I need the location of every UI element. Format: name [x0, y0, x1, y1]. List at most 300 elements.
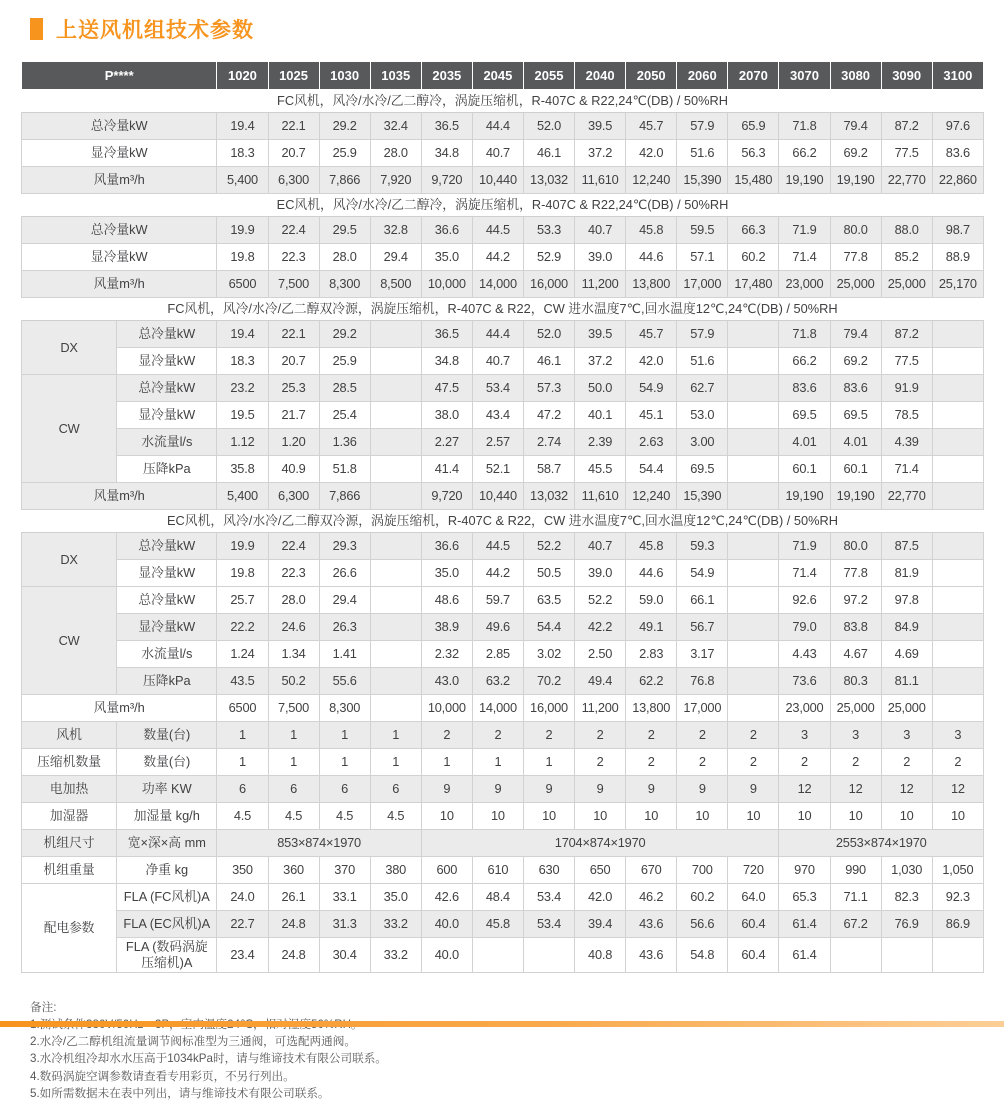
value-cell: 80.3	[830, 668, 881, 695]
value-cell: 22,770	[881, 167, 932, 194]
value-cell: 25.3	[268, 375, 319, 402]
spec-row	[22, 321, 984, 348]
value-cell: 66.1	[677, 587, 728, 614]
value-cell: 1	[217, 749, 268, 776]
value-cell	[370, 587, 421, 614]
value-cell: 35.0	[421, 560, 472, 587]
value-cell: 40.8	[575, 938, 626, 973]
value-cell: 56.3	[728, 140, 779, 167]
value-cell: 66.2	[779, 140, 830, 167]
value-cell: 1.24	[217, 641, 268, 668]
value-cell: 7,866	[319, 167, 370, 194]
value-cell: 4.39	[881, 429, 932, 456]
value-cell: 8,300	[319, 271, 370, 298]
notes	[30, 999, 1004, 1102]
value-cell: 4.01	[830, 429, 881, 456]
value-cell	[932, 429, 983, 456]
spec-row	[22, 429, 984, 456]
corner-header: P****	[22, 62, 217, 90]
value-cell: 70.2	[523, 668, 574, 695]
value-cell: 19.8	[217, 244, 268, 271]
value-cell: 3	[881, 722, 932, 749]
value-cell: 45.8	[626, 533, 677, 560]
value-cell: 31.3	[319, 911, 370, 938]
note-line: 3.水冷机组冷却水水压高于1034kPa时，请与维谛技术有限公司联系。	[30, 1052, 387, 1066]
row-label: 显冷量kW	[117, 560, 217, 587]
value-cell: 8,500	[370, 271, 421, 298]
value-cell: 50.2	[268, 668, 319, 695]
value-cell: 43.0	[421, 668, 472, 695]
value-cell: 44.2	[472, 244, 523, 271]
value-cell	[370, 456, 421, 483]
row-category-label: 机组尺寸	[22, 830, 117, 857]
value-cell: 4.69	[881, 641, 932, 668]
value-cell: 66.3	[728, 217, 779, 244]
value-cell: 59.7	[472, 587, 523, 614]
value-cell: 10	[523, 803, 574, 830]
value-cell: 2	[575, 749, 626, 776]
model-column-header: 1030	[319, 62, 370, 90]
value-cell: 2.32	[421, 641, 472, 668]
value-cell: 52.0	[523, 321, 574, 348]
value-cell: 51.6	[677, 140, 728, 167]
value-cell: 80.0	[830, 533, 881, 560]
value-cell: 2	[421, 722, 472, 749]
value-cell: 79.4	[830, 113, 881, 140]
value-cell: 6500	[217, 695, 268, 722]
value-cell: 19.9	[217, 217, 268, 244]
value-cell	[370, 348, 421, 375]
value-cell: 10	[575, 803, 626, 830]
row-label: 压降kPa	[117, 668, 217, 695]
value-cell: 2.74	[523, 429, 574, 456]
value-cell: 19.5	[217, 402, 268, 429]
value-cell: 43.6	[626, 911, 677, 938]
value-cell: 2	[779, 749, 830, 776]
value-cell: 3	[779, 722, 830, 749]
spec-row	[22, 375, 984, 402]
spec-row	[22, 641, 984, 668]
value-cell: 2	[626, 749, 677, 776]
value-cell: 40.7	[472, 140, 523, 167]
group-label: DX	[22, 321, 117, 375]
value-cell: 350	[217, 857, 268, 884]
value-cell: 11,610	[575, 483, 626, 510]
value-cell: 42.0	[575, 884, 626, 911]
value-cell: 670	[626, 857, 677, 884]
value-cell: 23.4	[217, 938, 268, 973]
row-category-label: 压缩机数量	[22, 749, 117, 776]
condition-text: EC风机，风冷/水冷/乙二醇冷，涡旋压缩机，R-407C & R22,24℃(DB) / 50%RH	[22, 194, 984, 217]
value-cell: 53.4	[523, 911, 574, 938]
value-cell: 71.4	[779, 560, 830, 587]
value-cell: 360	[268, 857, 319, 884]
value-cell: 43.4	[472, 402, 523, 429]
value-cell: 92.3	[932, 884, 983, 911]
value-cell: 720	[728, 857, 779, 884]
value-cell: 990	[830, 857, 881, 884]
value-cell: 87.2	[881, 321, 932, 348]
value-cell: 57.9	[677, 113, 728, 140]
value-cell: 21.7	[268, 402, 319, 429]
value-cell: 52.9	[523, 244, 574, 271]
value-cell: 88.9	[932, 244, 983, 271]
value-cell: 77.5	[881, 348, 932, 375]
value-cell: 1	[523, 749, 574, 776]
dimension-cell: 2553×874×1970	[779, 830, 984, 857]
row-label: 风量m³/h	[22, 167, 217, 194]
value-cell: 10	[677, 803, 728, 830]
value-cell	[370, 668, 421, 695]
value-cell	[728, 456, 779, 483]
value-cell: 2	[728, 749, 779, 776]
model-column-header: 2050	[626, 62, 677, 90]
value-cell: 2	[728, 722, 779, 749]
value-cell: 2.85	[472, 641, 523, 668]
value-cell: 22,770	[881, 483, 932, 510]
dimension-cell: 853×874×1970	[217, 830, 421, 857]
value-cell: 49.4	[575, 668, 626, 695]
value-cell: 23,000	[779, 271, 830, 298]
spec-row	[22, 587, 984, 614]
row-label: 总冷量kW	[117, 321, 217, 348]
value-cell: 14,000	[472, 271, 523, 298]
value-cell: 60.1	[830, 456, 881, 483]
row-label: FLA (EC风机)A	[117, 911, 217, 938]
value-cell: 69.2	[830, 348, 881, 375]
value-cell: 20.7	[268, 348, 319, 375]
value-cell: 38.9	[421, 614, 472, 641]
spec-row	[22, 271, 984, 298]
value-cell: 9,720	[421, 483, 472, 510]
value-cell: 69.5	[830, 402, 881, 429]
value-cell: 22.7	[217, 911, 268, 938]
value-cell: 51.6	[677, 348, 728, 375]
value-cell	[932, 375, 983, 402]
value-cell: 47.5	[421, 375, 472, 402]
dimension-cell: 1704×874×1970	[421, 830, 779, 857]
row-label: 显冷量kW	[22, 244, 217, 271]
value-cell: 1.12	[217, 429, 268, 456]
value-cell	[830, 938, 881, 973]
value-cell: 1.20	[268, 429, 319, 456]
value-cell: 53.4	[472, 375, 523, 402]
value-cell: 71.4	[779, 244, 830, 271]
value-cell: 53.0	[677, 402, 728, 429]
value-cell: 12	[881, 776, 932, 803]
value-cell: 65.9	[728, 113, 779, 140]
value-cell: 19.9	[217, 533, 268, 560]
value-cell	[728, 348, 779, 375]
value-cell: 10,440	[472, 167, 523, 194]
value-cell: 1,050	[932, 857, 983, 884]
spec-row	[22, 456, 984, 483]
value-cell: 87.2	[881, 113, 932, 140]
value-cell: 61.4	[779, 938, 830, 973]
value-cell: 57.3	[523, 375, 574, 402]
spec-row	[22, 244, 984, 271]
value-cell	[932, 938, 983, 973]
value-cell: 4.43	[779, 641, 830, 668]
value-cell	[728, 614, 779, 641]
value-cell: 9	[677, 776, 728, 803]
value-cell: 54.9	[677, 560, 728, 587]
value-cell	[728, 375, 779, 402]
value-cell	[370, 641, 421, 668]
value-cell: 88.0	[881, 217, 932, 244]
value-cell	[728, 402, 779, 429]
group-label: DX	[22, 533, 117, 587]
value-cell: 42.0	[626, 140, 677, 167]
value-cell: 41.4	[421, 456, 472, 483]
value-cell: 83.8	[830, 614, 881, 641]
value-cell: 2	[472, 722, 523, 749]
value-cell: 19,190	[830, 483, 881, 510]
value-cell: 33.1	[319, 884, 370, 911]
value-cell: 50.5	[523, 560, 574, 587]
row-label: 显冷量kW	[117, 402, 217, 429]
value-cell: 56.6	[677, 911, 728, 938]
value-cell: 370	[319, 857, 370, 884]
value-cell: 4.5	[217, 803, 268, 830]
value-cell: 97.2	[830, 587, 881, 614]
value-cell: 7,866	[319, 483, 370, 510]
value-cell: 36.6	[421, 217, 472, 244]
value-cell: 29.2	[319, 321, 370, 348]
models-header-row	[22, 62, 984, 90]
spec-row	[22, 217, 984, 244]
value-cell: 76.9	[881, 911, 932, 938]
value-cell: 29.4	[319, 587, 370, 614]
value-cell: 1	[217, 722, 268, 749]
value-cell: 12,240	[626, 483, 677, 510]
row-label: 显冷量kW	[22, 140, 217, 167]
model-column-header: 1025	[268, 62, 319, 90]
value-cell	[932, 668, 983, 695]
value-cell: 54.8	[677, 938, 728, 973]
model-column-header: 3090	[881, 62, 932, 90]
value-cell: 52.2	[523, 533, 574, 560]
value-cell: 60.4	[728, 938, 779, 973]
row-label: 显冷量kW	[117, 614, 217, 641]
value-cell: 25,000	[830, 271, 881, 298]
value-cell: 86.9	[932, 911, 983, 938]
value-cell: 4.5	[319, 803, 370, 830]
value-cell: 26.1	[268, 884, 319, 911]
value-cell: 24.8	[268, 911, 319, 938]
value-cell: 40.9	[268, 456, 319, 483]
value-cell: 77.5	[881, 140, 932, 167]
note-line: 2.水冷/乙二醇机组流量调节阀标准型为三通阀，可选配两通阀。	[30, 1035, 356, 1049]
value-cell: 40.7	[472, 348, 523, 375]
value-cell: 46.1	[523, 140, 574, 167]
value-cell: 59.0	[626, 587, 677, 614]
value-cell: 3.02	[523, 641, 574, 668]
value-cell: 12	[932, 776, 983, 803]
note-line: 5.如所需数据未在表中列出，请与维谛技术有限公司联系。	[30, 1086, 330, 1100]
value-cell: 71.1	[830, 884, 881, 911]
value-cell: 10,440	[472, 483, 523, 510]
value-cell: 650	[575, 857, 626, 884]
model-column-header: 1020	[217, 62, 268, 90]
value-cell: 25.9	[319, 140, 370, 167]
value-cell: 59.3	[677, 533, 728, 560]
value-cell: 5,400	[217, 483, 268, 510]
value-cell: 3	[830, 722, 881, 749]
value-cell: 61.4	[779, 911, 830, 938]
value-cell: 69.2	[830, 140, 881, 167]
value-cell: 10	[728, 803, 779, 830]
spec-row	[22, 803, 984, 830]
value-cell	[728, 641, 779, 668]
spec-row	[22, 533, 984, 560]
value-cell: 5,400	[217, 167, 268, 194]
model-column-header: 3070	[779, 62, 830, 90]
value-cell: 3.00	[677, 429, 728, 456]
value-cell: 25,170	[932, 271, 983, 298]
value-cell: 10,000	[421, 271, 472, 298]
value-cell: 2	[932, 749, 983, 776]
value-cell: 4.67	[830, 641, 881, 668]
row-label: 宽×深×高 mm	[117, 830, 217, 857]
value-cell: 32.4	[370, 113, 421, 140]
value-cell: 13,032	[523, 483, 574, 510]
model-column-header: 2055	[523, 62, 574, 90]
value-cell: 36.6	[421, 533, 472, 560]
value-cell	[932, 614, 983, 641]
value-cell: 970	[779, 857, 830, 884]
value-cell: 2	[830, 749, 881, 776]
model-column-header: 2045	[472, 62, 523, 90]
value-cell: 17,000	[677, 695, 728, 722]
row-label: 数量(台)	[117, 749, 217, 776]
value-cell: 49.6	[472, 614, 523, 641]
value-cell: 10	[881, 803, 932, 830]
value-cell: 9	[728, 776, 779, 803]
value-cell: 7,920	[370, 167, 421, 194]
value-cell: 2	[677, 749, 728, 776]
value-cell: 55.6	[319, 668, 370, 695]
value-cell: 85.2	[881, 244, 932, 271]
value-cell: 39.5	[575, 113, 626, 140]
value-cell: 69.5	[779, 402, 830, 429]
model-column-header: 1035	[370, 62, 421, 90]
condition-row	[22, 510, 984, 533]
spec-row	[22, 560, 984, 587]
value-cell: 63.5	[523, 587, 574, 614]
value-cell: 45.8	[472, 911, 523, 938]
value-cell: 34.8	[421, 348, 472, 375]
value-cell: 26.6	[319, 560, 370, 587]
value-cell: 29.5	[319, 217, 370, 244]
value-cell: 87.5	[881, 533, 932, 560]
value-cell: 98.7	[932, 217, 983, 244]
value-cell: 15,480	[728, 167, 779, 194]
value-cell	[728, 321, 779, 348]
value-cell: 73.6	[779, 668, 830, 695]
row-category-label: 风机	[22, 722, 117, 749]
value-cell: 14,000	[472, 695, 523, 722]
note-line: 4.数码涡旋空调参数请查看专用彩页，不另行列出。	[30, 1069, 295, 1083]
value-cell: 64.0	[728, 884, 779, 911]
value-cell: 67.2	[830, 911, 881, 938]
spec-table	[21, 61, 984, 973]
value-cell: 60.2	[728, 244, 779, 271]
value-cell: 36.5	[421, 321, 472, 348]
value-cell	[728, 429, 779, 456]
value-cell: 10,000	[421, 695, 472, 722]
value-cell: 25,000	[881, 695, 932, 722]
orange-bullet-icon	[30, 18, 43, 40]
value-cell: 25,000	[830, 695, 881, 722]
value-cell: 23.2	[217, 375, 268, 402]
value-cell: 92.6	[779, 587, 830, 614]
value-cell: 1	[268, 722, 319, 749]
value-cell: 17,480	[728, 271, 779, 298]
value-cell: 2	[575, 722, 626, 749]
row-category-label: 机组重量	[22, 857, 117, 884]
value-cell: 6,300	[268, 483, 319, 510]
value-cell: 37.2	[575, 140, 626, 167]
value-cell: 22.1	[268, 113, 319, 140]
value-cell	[370, 695, 421, 722]
row-label: 总冷量kW	[117, 533, 217, 560]
spec-row	[22, 857, 984, 884]
value-cell: 2	[523, 722, 574, 749]
row-label: 水流量l/s	[117, 429, 217, 456]
value-cell: 29.2	[319, 113, 370, 140]
value-cell: 2.39	[575, 429, 626, 456]
value-cell: 39.5	[575, 321, 626, 348]
value-cell: 53.4	[523, 884, 574, 911]
value-cell: 57.1	[677, 244, 728, 271]
value-cell: 9	[472, 776, 523, 803]
value-cell: 52.0	[523, 113, 574, 140]
value-cell: 15,390	[677, 483, 728, 510]
value-cell: 56.7	[677, 614, 728, 641]
value-cell: 1	[370, 749, 421, 776]
value-cell: 77.8	[830, 244, 881, 271]
value-cell	[932, 587, 983, 614]
value-cell: 25.4	[319, 402, 370, 429]
value-cell: 28.0	[319, 244, 370, 271]
footer-accent-bar	[0, 1021, 1004, 1027]
model-column-header: 3080	[830, 62, 881, 90]
value-cell: 13,800	[626, 695, 677, 722]
condition-text: EC风机，风冷/水冷/乙二醇双冷源，涡旋压缩机，R-407C & R22，CW 进水温度7℃,回水温度12℃,24℃(DB) / 50%RH	[22, 510, 984, 533]
value-cell: 1.36	[319, 429, 370, 456]
value-cell: 71.8	[779, 113, 830, 140]
spec-row	[22, 483, 984, 510]
value-cell: 24.0	[217, 884, 268, 911]
value-cell	[728, 695, 779, 722]
value-cell: 36.5	[421, 113, 472, 140]
row-category-label: 加湿器	[22, 803, 117, 830]
page-title: 上送风机组技术参数	[56, 19, 254, 42]
value-cell: 52.1	[472, 456, 523, 483]
value-cell: 32.8	[370, 217, 421, 244]
group-label: CW	[22, 375, 117, 483]
value-cell: 97.8	[881, 587, 932, 614]
value-cell: 45.8	[626, 217, 677, 244]
group-label: 配电参数	[22, 884, 117, 973]
value-cell: 39.0	[575, 244, 626, 271]
value-cell: 47.2	[523, 402, 574, 429]
row-category-label: 电加热	[22, 776, 117, 803]
value-cell: 45.5	[575, 456, 626, 483]
value-cell: 22.4	[268, 533, 319, 560]
value-cell: 54.4	[523, 614, 574, 641]
